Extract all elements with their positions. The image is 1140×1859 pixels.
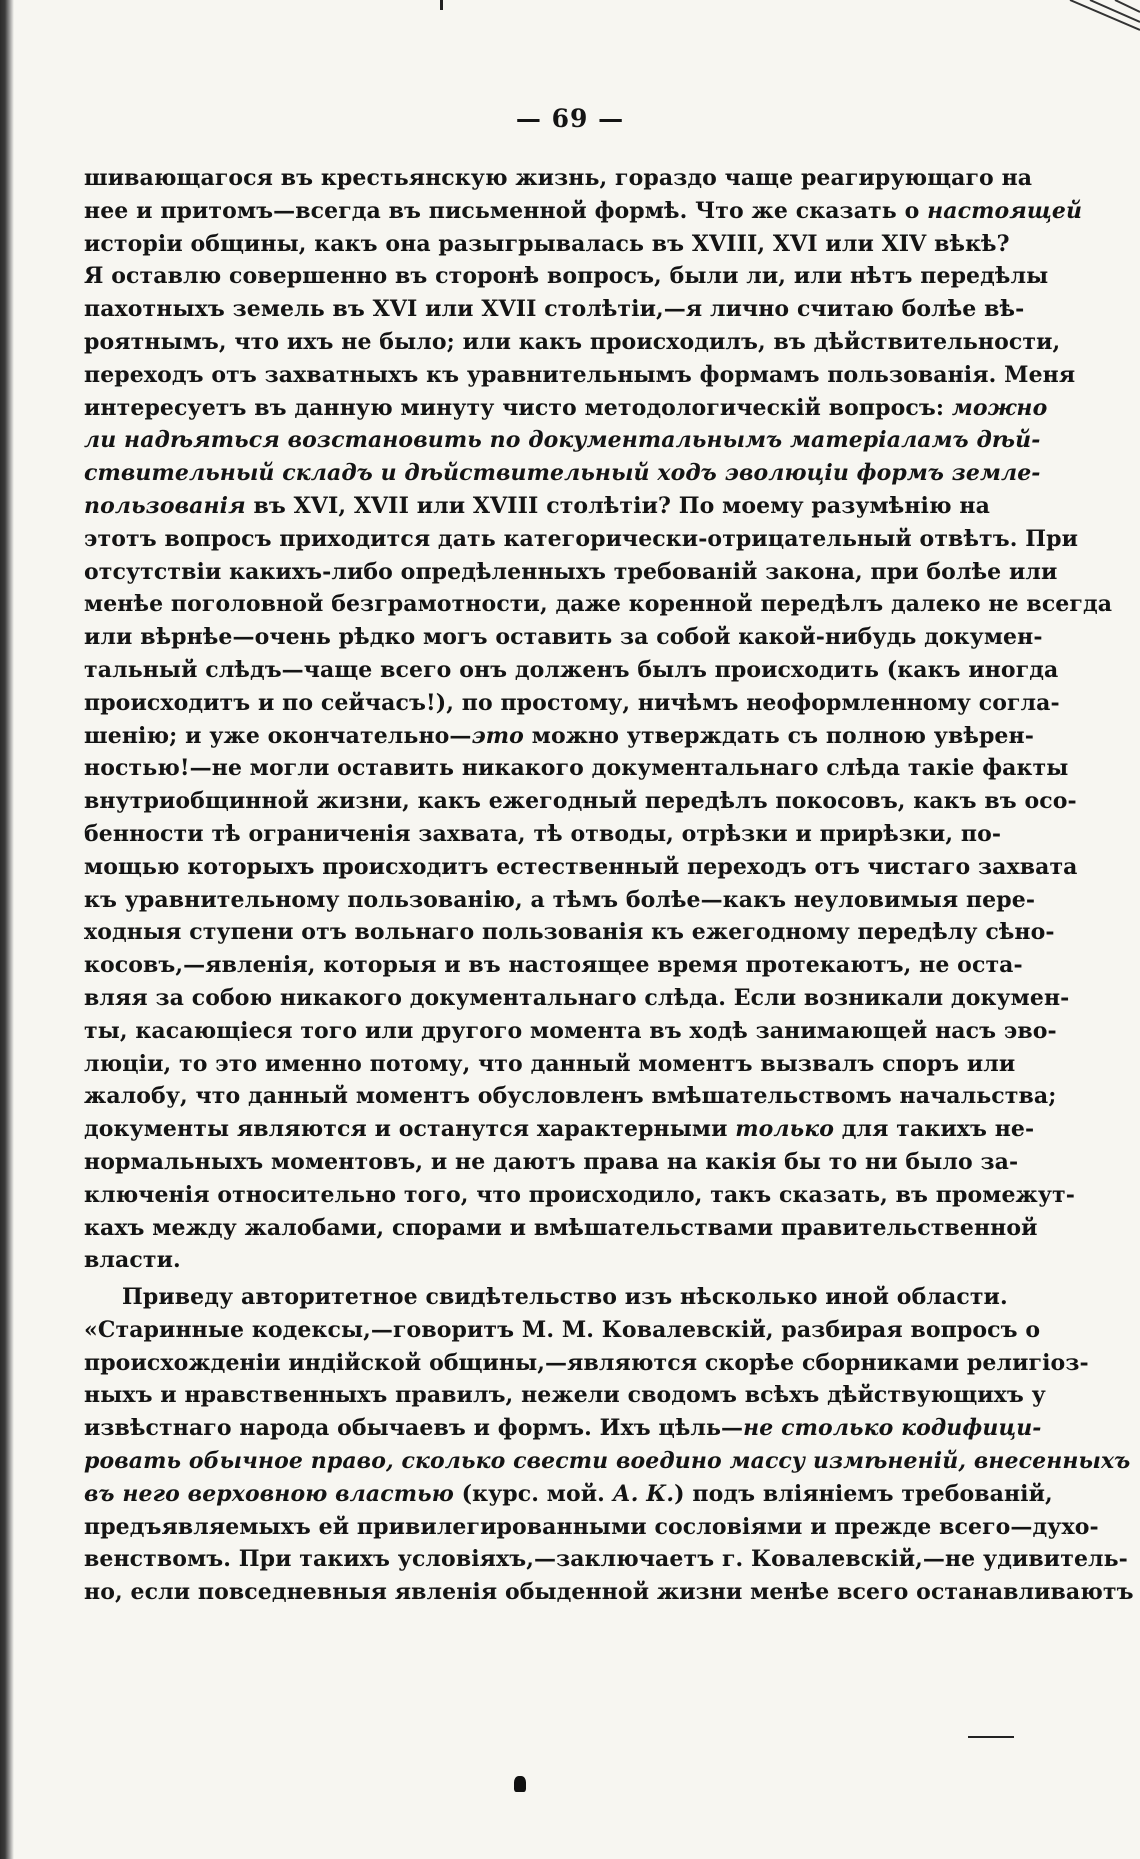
text-run: ключенія относительно того, что происходило, такъ сказать, въ промежут-: [84, 1181, 1075, 1208]
text-line: [84, 228, 1010, 261]
text-run: или вѣрнѣе—очень рѣдко могъ оставить за собой какой-нибудь докумен-: [84, 624, 1043, 651]
text-line: [84, 293, 1025, 326]
text-run: для такихъ не-: [834, 1116, 1035, 1143]
text-run: шивающагося въ крестьянскую жизнь, гораздо чаще реагирующаго на: [84, 165, 1033, 191]
text-run: кахъ между жалобами, спорами и вмѣшательствами правительственной: [84, 1214, 1038, 1241]
text-line: [84, 752, 1069, 785]
text-run: въ XVI, XVII или XVIII столѣтіи? По моему разумѣнію на: [245, 492, 990, 519]
text-line: [84, 785, 1077, 818]
stray-mark-top: [440, 0, 443, 10]
text-line: [84, 1244, 958, 1277]
text-run: предъявляемыхъ ей привилегированными сословіями и прежде всего—духо-: [84, 1513, 1099, 1540]
margin-dash: [968, 1736, 1014, 1738]
text-line: [84, 588, 1113, 621]
italic-text: настоящей: [927, 197, 1083, 224]
text-line: [84, 1281, 1008, 1314]
text-run: люціи, то это именно потому, что данный моментъ вызвалъ споръ или: [84, 1050, 1016, 1077]
text-line: [84, 326, 1061, 359]
text-run: но, если повседневныя явленія обыденной жизни менѣе всего останавливаютъ: [84, 1579, 1134, 1606]
paragraph: [84, 1281, 1134, 1609]
text-line: [84, 884, 1036, 917]
scanned-page-left-edge: [0, 0, 14, 1859]
text-line: [84, 556, 1058, 589]
text-line: [84, 654, 1059, 687]
text-line: [84, 260, 1049, 293]
text-line: [84, 1543, 1128, 1576]
text-run: нее и притомъ—всегда въ письменной формѣ. Что же сказать о: [84, 197, 928, 224]
italic-text: А. К.: [612, 1480, 675, 1507]
text-line: [84, 1113, 1035, 1146]
text-line: [84, 982, 1070, 1015]
text-line: [84, 1412, 1042, 1445]
text-run: переходъ отъ захватныхъ къ уравнительнымъ формамъ пользованія. Меня: [84, 361, 1076, 388]
text-line: [84, 195, 1083, 228]
italic-text: ствительный складъ и дѣйствительный ходъ эволюціи формъ земле-: [84, 460, 1041, 487]
text-line: [84, 1379, 1046, 1412]
text-line: [84, 1212, 1038, 1245]
text-line: [84, 621, 1043, 654]
text-line: [84, 1080, 1057, 1113]
body-text: [84, 162, 1134, 1609]
text-run: косовъ,—явленія, которыя и въ настоящее время протекаютъ, не оста-: [84, 952, 1023, 979]
text-line: [84, 1314, 1041, 1347]
text-run: этотъ вопросъ приходится дать категорически-отрицательный отвѣтъ. При: [84, 525, 1079, 552]
text-line: [84, 1576, 1134, 1609]
text-line: [84, 457, 1041, 490]
page-corner-fold: [1060, 0, 1140, 40]
text-line: [84, 1146, 1019, 1179]
text-run: къ уравнительному пользованію, а тѣмъ болѣе—какъ неуловимыя пере-: [84, 886, 1036, 913]
text-line: [84, 1179, 1075, 1212]
text-run: интересуетъ въ данную минуту чисто методологическій вопросъ:: [84, 394, 952, 421]
text-run: роятнымъ, что ихъ не было; или какъ происходилъ, въ дѣйствительности,: [84, 328, 1061, 355]
text-run: вляя за собою никакого документальнаго слѣда. Если возникали докумен-: [84, 984, 1070, 1011]
text-run: нормальныхъ моментовъ, и не даютъ права на какія бы то ни было за-: [84, 1148, 1019, 1175]
page-number: — 69 —: [515, 104, 625, 133]
text-run: внутриобщинной жизни, какъ ежегодный передѣлъ покосовъ, какъ въ осо-: [84, 788, 1077, 815]
text-run: ностью!—не могли оставить никакого документальнаго слѣда такіе факты: [84, 755, 1069, 782]
text-run: власти.: [84, 1247, 181, 1274]
italic-text: пользованія: [84, 492, 246, 519]
ink-blot: [514, 1776, 526, 1792]
text-run: «Старинные кодексы,—говоритъ М. М. Ковалевскій, разбирая вопросъ о: [84, 1316, 1041, 1343]
text-line: [84, 1347, 1089, 1380]
text-line: [84, 720, 1034, 753]
text-run: можно утверждать съ полною увѣрен-: [523, 722, 1034, 749]
text-line: [84, 818, 1002, 851]
text-run: менѣе поголовной безграмотности, даже коренной передѣлъ далеко не всегда: [84, 591, 1113, 618]
text-run: документы являются и останутся характерными: [84, 1116, 736, 1143]
text-line: [84, 687, 1060, 720]
text-run: извѣстнаго народа обычаевъ и формъ. Ихъ цѣль—: [84, 1415, 744, 1442]
text-run: шенію; и уже окончательно—: [84, 722, 472, 749]
text-line: [84, 424, 1041, 457]
paragraph: [84, 162, 1113, 1277]
italic-text: только: [735, 1116, 835, 1143]
italic-text: это: [471, 722, 524, 749]
text-line: [84, 851, 1078, 884]
text-run: мощью которыхъ происходитъ естественный переходъ отъ чистаго захвата: [84, 853, 1078, 880]
text-line: [84, 1015, 1057, 1048]
text-line: [84, 1048, 1016, 1081]
text-run: пахотныхъ земель въ XVI или XVII столѣтіи,—я лично считаю болѣе вѣ-: [84, 296, 1025, 323]
text-run: исторіи общины, какъ она разыгрывалась въ XVIII, XVI или XIV вѣкѣ?: [84, 230, 1010, 257]
text-run: ходныя ступени отъ вольнаго пользованія къ ежегодному передѣлу сѣно-: [84, 919, 1055, 946]
text-line: [84, 1478, 1053, 1511]
text-run: ты, касающіеся того или другого момента въ ходѣ занимающей насъ эво-: [84, 1017, 1057, 1044]
text-run: (курс. мой.: [453, 1480, 613, 1507]
italic-text: въ него верховною властью: [84, 1480, 454, 1507]
text-run: Я оставлю совершенно въ сторонѣ вопросъ, были ли, или нѣтъ передѣлы: [84, 263, 1049, 290]
text-run: бенности тѣ ограниченія захвата, тѣ отводы, отрѣзки и прирѣзки, по-: [84, 820, 1002, 847]
text-line: [84, 1511, 1099, 1544]
text-run: ) подъ вліяніемъ требованій,: [674, 1480, 1053, 1507]
text-run: венствомъ. При такихъ условіяхъ,—заключаетъ г. Ковалевскій,—не удивитель-: [84, 1546, 1128, 1573]
text-run: происходитъ и по сейчасъ!), по простому, ничѣмъ неоформленному согла-: [84, 689, 1060, 716]
text-line: [84, 1445, 1131, 1478]
text-run: Приведу авторитетное свидѣтельство изъ нѣсколько иной области.: [122, 1284, 1008, 1311]
text-run: жалобу, что данный моментъ обусловленъ вмѣшательствомъ начальства;: [84, 1083, 1057, 1110]
text-line: [84, 916, 1055, 949]
text-run: происхожденіи индійской общины,—являются скорѣе сборниками религіоз-: [84, 1349, 1089, 1376]
text-run: отсутствіи какихъ-либо опредѣленныхъ требованій закона, при болѣе или: [84, 558, 1058, 585]
text-run: ныхъ и нравственныхъ правилъ, нежели сводомъ всѣхъ дѣйствующихъ у: [84, 1382, 1046, 1409]
text-line: [84, 490, 990, 523]
text-run: тальный слѣдъ—чаще всего онъ долженъ былъ происходить (какъ иногда: [84, 656, 1059, 683]
italic-text: не столько кодифици-: [743, 1415, 1042, 1442]
text-line: [84, 162, 1033, 195]
italic-text: ли надѣяться возстановить по документальнымъ матеріаламъ дѣй-: [84, 427, 1041, 454]
text-line: [84, 359, 1076, 392]
italic-text: ровать обычное право, сколько свести воедино массу измѣненій, внесенныхъ: [84, 1448, 1131, 1475]
text-line: [84, 523, 1079, 556]
text-line: [84, 949, 1023, 982]
text-line: [84, 392, 1048, 425]
italic-text: можно: [951, 394, 1048, 421]
